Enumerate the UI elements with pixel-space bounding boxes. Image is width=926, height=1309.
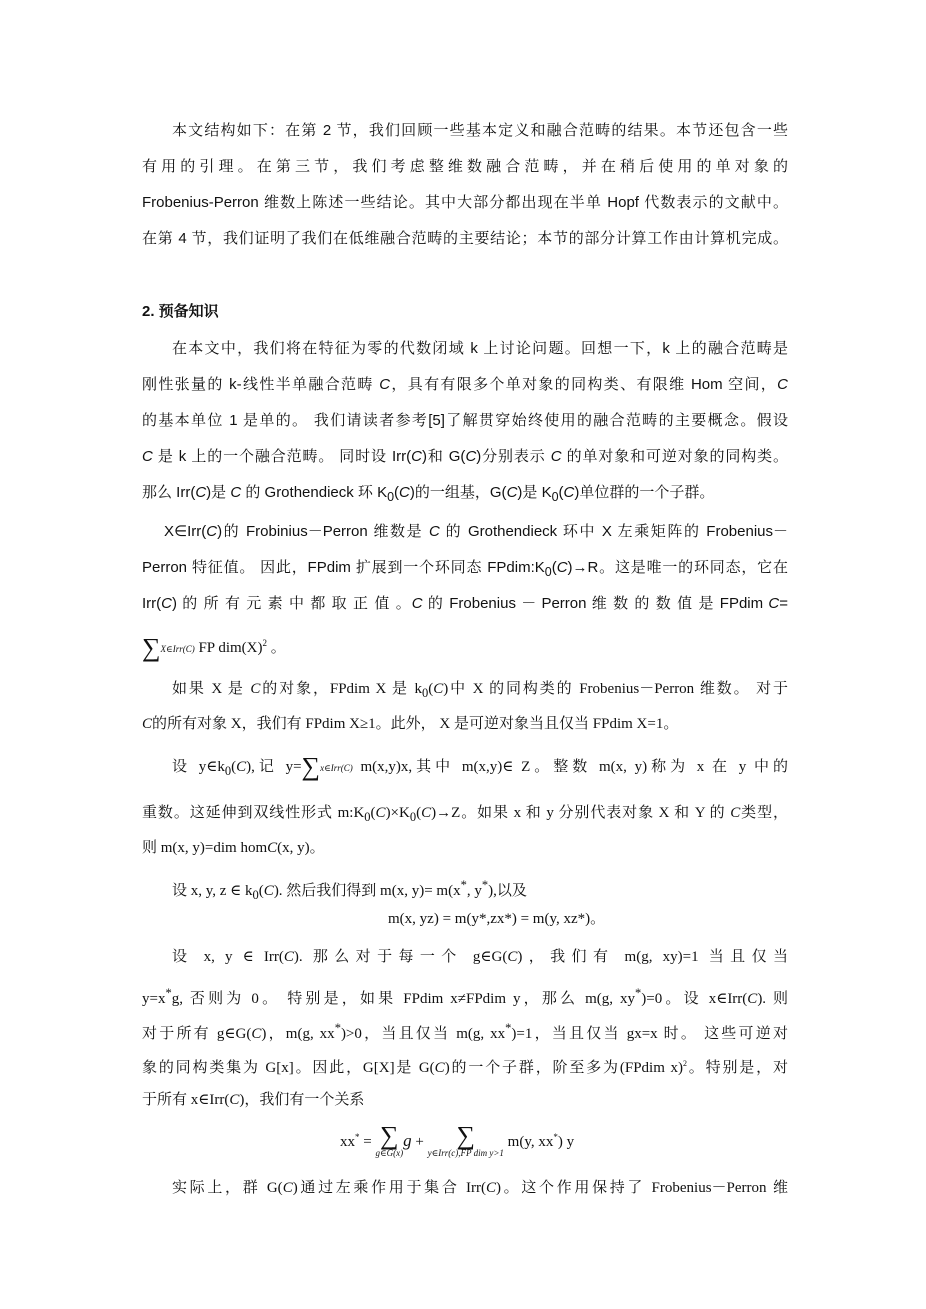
- sum-over-y: ∑ y∈Irr(c),FP dim y>1: [427, 1121, 504, 1158]
- intro-line-2: 有用的引理。在第三节，我们考虑整维数融合范畴，并在稍后使用的单对象的: [142, 158, 788, 175]
- p4-line-2: 重数。这延伸到双线性形式 $m:K_0(C)\times K_0(C)\to Z$。如果 x 和 y 分别代表对象 X 和 Y 的 C类型，: [142, 805, 788, 824]
- p6-line-5: 于所有 x∈Irr(C)，我们有一个关系: [142, 1092, 365, 1108]
- p1-line-5: 那么 Irr(C)是 C 的 Grothendieck 环 $K_0(C)$的一组基，G(C)是 $K_0(C)$单位群的一个子群。: [142, 484, 715, 504]
- p1-line-2: 刚性张量的 k-线性半单融合范畴 C，具有有限多个单对象的同构类、有限维 Hom 空间，C: [142, 376, 788, 393]
- multiplicity-equation: m(x, yz) = m(y*,zx*) = m(y, xz*)。: [388, 911, 606, 927]
- p5-line-1: 设 x, y, z ∈ $k_0(C)$. 然后我们得到 m(x, y)= m(x*, y*),以及: [172, 878, 527, 902]
- p4-line-1: 设 $y\in k_0(C)$,记 y=∑x∈Irr(C) m(x,y)x,其中 m(x,y)∈ Z。整数 m(x, y)称为 x 在 y 中的: [172, 752, 788, 781]
- sum-over-g: ∑ g∈G(x): [375, 1121, 404, 1158]
- section-heading: 2. 预备知识: [142, 303, 219, 320]
- p7-line-1: 实际上，群 G(C)通过左乘作用于集合 Irr(C)。这个作用保持了 Frobenius－Perron 维: [172, 1180, 788, 1196]
- intro-line-4: 在第 4 节，我们证明了我们在低维融合范畴的主要结论；本节的部分计算工作由计算机完成。: [142, 230, 788, 247]
- p6-line-2: y=x*g, 否则为 0。 特别是，如果 FPdim x≠FPdim y，那么 m(g, xy*)=0。设 x∈Irr(C). 则: [142, 986, 788, 1007]
- p2-line-2: Perron 特征值。 因此，FPdim 扩展到一个环同态 $FPdim:K_0(C)\to R$。这是唯一的环同态，它在: [142, 559, 788, 579]
- p1-line-3: 的基本单位 1 是单的。 我们请读者参考[5]了解贯穿始终使用的融合范畴的主要概念。假设: [142, 412, 788, 429]
- p1-line-4: C 是 k 上的一个融合范畴。 同时设 Irr(C)和 G(C)分别表示 C 的单对象和可逆对象的同构类。: [142, 448, 789, 465]
- p2-line-3: Irr(C) 的 所 有 元 素 中 都 取 正 值 。C 的 Frobenius － Perron 维 数 的 数 值 是 FPdim C=: [142, 595, 789, 612]
- fpdim-sum-formula: ∑X∈Irr(C) FP $dim(X)^2$ 。: [142, 633, 286, 662]
- p6-line-4: 象的同构类集为 G[x]。因此，G[X]是 G(C)的一个子群，阶至多为(FPdim x)$^2$。特别是，对: [142, 1059, 788, 1076]
- p2-line-1: X∈Irr(C)的 Frobinius－Perron 维数是 C 的 Grothendieck 环中 X 左乘矩阵的 Frobenius－: [164, 523, 788, 540]
- p1-line-1: 在本文中，我们将在特征为零的代数闭域 k 上讨论问题。回想一下，k 上的融合范畴是: [172, 340, 788, 357]
- intro-line-1: 本文结构如下：在第 2 节，我们回顾一些基本定义和融合范畴的结果。本节还包含一些: [172, 122, 788, 139]
- p3-line-2: C的所有对象 X，我们有 FPdim X≥1。此外， X 是可逆对象当且仅当 FPdim X=1。: [142, 716, 679, 732]
- p4-line-3: 则 m(x, y)=dim homC(x, y)。: [142, 840, 325, 856]
- xx-star-relation: xx* = ∑ g∈G(x) g + ∑ y∈Irr(c),FP dim y>1 m(y, xx*) y: [340, 1121, 575, 1158]
- p6-line-1: 设 x, y ∈ Irr(C). 那么对于每一个 g∈G(C)，我们有 m(g, xy)=1 当且仅当: [172, 949, 788, 965]
- p6-line-3: 对于所有 g∈G(C)，m(g, xx*)>0，当且仅当 m(g, xx*)=1，当且仅当 gx=x 时。 这些可逆对: [142, 1021, 788, 1042]
- intro-line-3: Frobenius-Perron 维数上陈述一些结论。其中大部分都出现在半单 Hopf 代数表示的文献中。: [142, 194, 788, 211]
- p3-line-1: 如果 X 是 C的对象，FPdim X 是 $k_0(C)$中 X 的同构类的 Frobenius－Perron 维数。 对于: [172, 681, 788, 700]
